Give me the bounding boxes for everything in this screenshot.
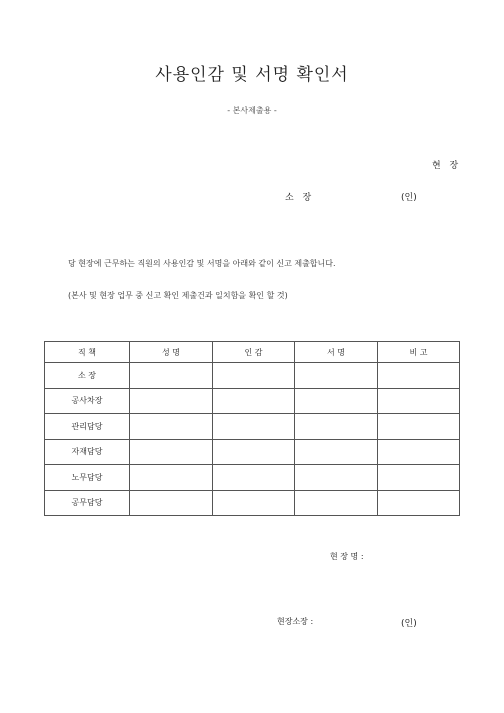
position-cell: 공사차장: [45, 388, 130, 414]
remarks-cell[interactable]: [378, 414, 460, 440]
header-cell: 서 명: [295, 342, 378, 363]
position-cell: 공무담당: [45, 490, 130, 516]
remarks-cell[interactable]: [378, 388, 460, 414]
name-cell[interactable]: [130, 363, 213, 389]
seal-cell[interactable]: [213, 465, 295, 491]
signature-cell[interactable]: [295, 414, 378, 440]
name-cell[interactable]: [130, 439, 213, 465]
header-cell: 성 명: [130, 342, 213, 363]
table-row: [45, 439, 460, 465]
name-cell[interactable]: [130, 414, 213, 440]
remarks-cell[interactable]: [378, 465, 460, 491]
footer-seal-mark: (인): [401, 619, 417, 629]
signature-cell[interactable]: [295, 363, 378, 389]
remarks-cell[interactable]: [378, 490, 460, 516]
seal-cell[interactable]: [213, 363, 295, 389]
document-title: 사용인감 및 서명 확인서: [155, 65, 349, 85]
header-cell: 직 책: [45, 342, 130, 363]
signature-cell[interactable]: [295, 388, 378, 414]
document-subtitle: - 본사제출용 -: [227, 106, 277, 115]
signature-cell[interactable]: [295, 490, 378, 516]
header-cell: 비 고: [378, 342, 460, 363]
table-row: [45, 363, 460, 389]
remarks-cell[interactable]: [378, 363, 460, 389]
table-row: [45, 388, 460, 414]
seal-cell[interactable]: [213, 414, 295, 440]
seal-cell[interactable]: [213, 490, 295, 516]
chief-label: 소 장: [285, 193, 312, 203]
signature-cell[interactable]: [295, 439, 378, 465]
name-cell[interactable]: [130, 388, 213, 414]
body-paragraph: 당 현장에 근무하는 직원의 사용인감 및 서명을 아래와 같이 신고 제출합니다.: [68, 259, 336, 268]
table-row: [45, 490, 460, 516]
name-cell[interactable]: [130, 465, 213, 491]
signature-cell[interactable]: [295, 465, 378, 491]
signature-table: [44, 341, 460, 516]
site-chief-label: 현장소장 :: [277, 617, 314, 626]
seal-cell[interactable]: [213, 439, 295, 465]
position-cell: 자재담당: [45, 439, 130, 465]
seal-mark: (인): [401, 193, 417, 203]
position-cell: 노무담당: [45, 465, 130, 491]
header-cell: 인 감: [213, 342, 295, 363]
remarks-cell[interactable]: [378, 439, 460, 465]
site-name-label: 현 장 명 :: [330, 552, 364, 561]
name-cell[interactable]: [130, 490, 213, 516]
position-cell: 소 장: [45, 363, 130, 389]
position-cell: 관리담당: [45, 414, 130, 440]
seal-cell[interactable]: [213, 388, 295, 414]
table-header-row: [45, 342, 460, 363]
site-head-label: 현 장: [432, 161, 459, 171]
note-paragraph: (본사 및 현장 업무 중 신고 확인 제출건과 일치함을 확인 할 것): [68, 291, 288, 300]
table-row: [45, 414, 460, 440]
table-row: [45, 465, 460, 491]
